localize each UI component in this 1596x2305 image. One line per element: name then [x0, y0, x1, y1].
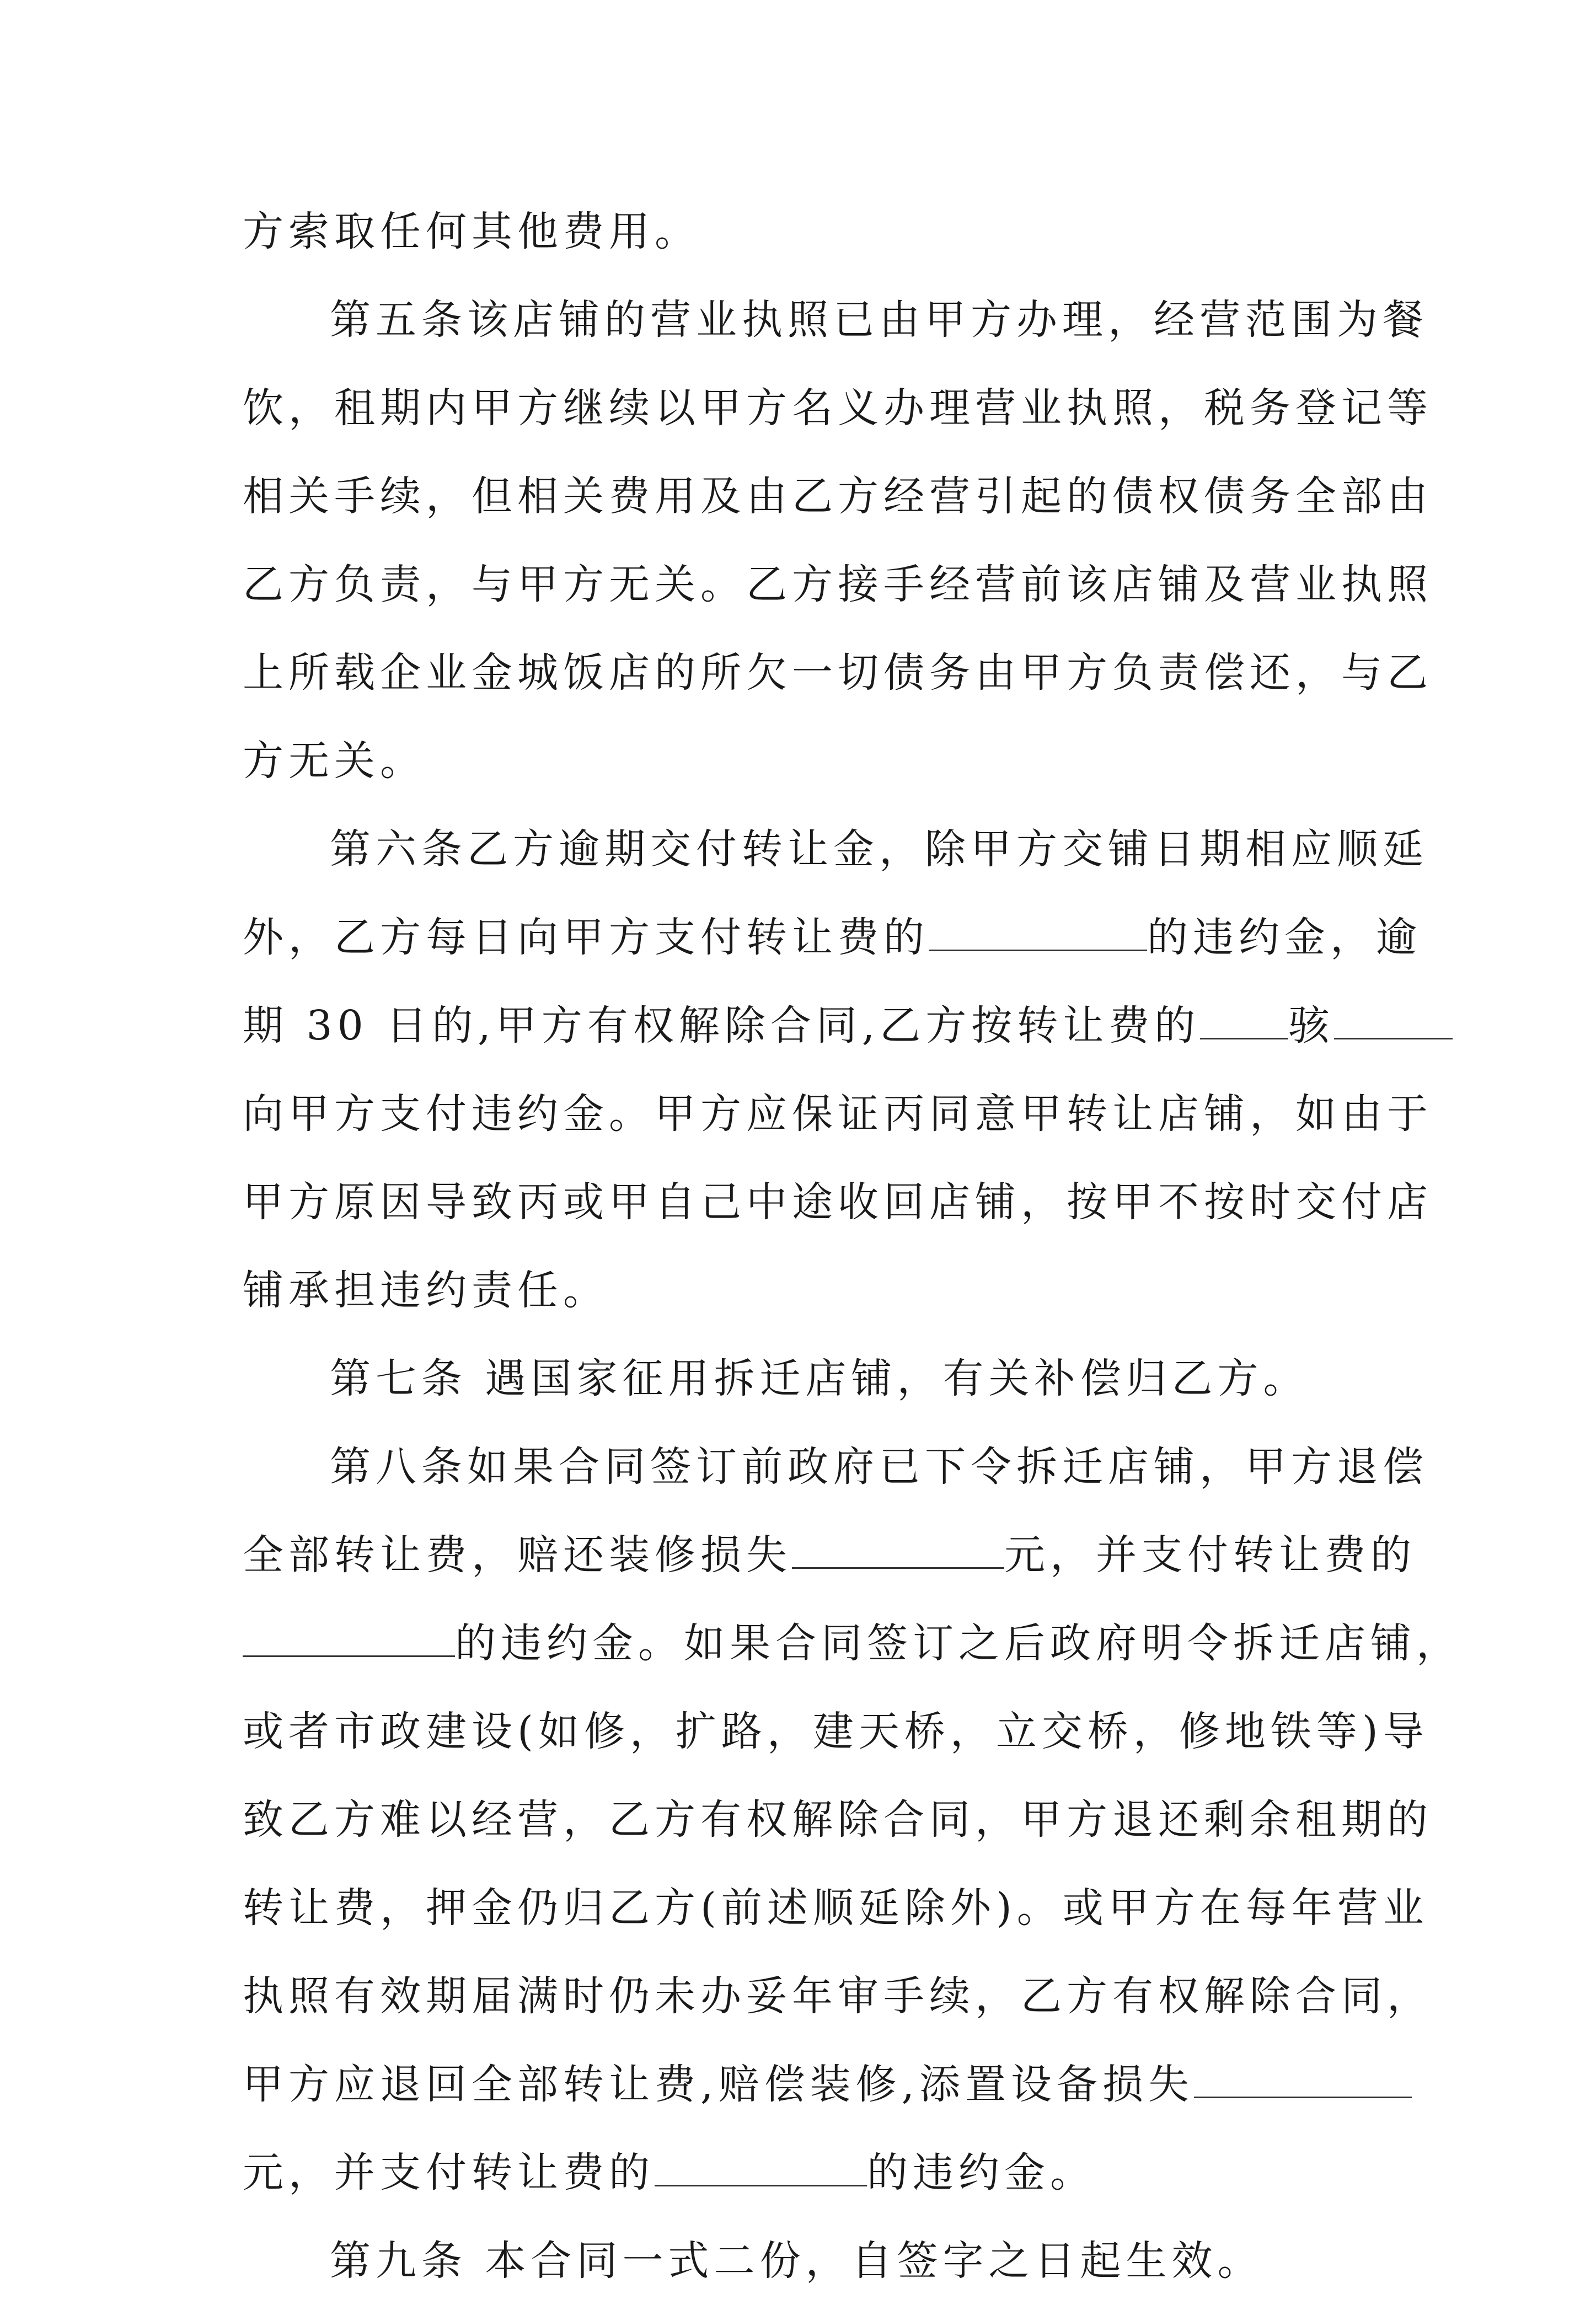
text-line: 甲方原因导致丙或甲自己中途收回店铺，按甲不按时交付店	[243, 1178, 1433, 1226]
text-line: 乙方负责，与甲方无关。乙方接手经营前该店铺及营业执照	[243, 561, 1433, 608]
text-line	[243, 982, 1362, 1070]
text-segment: 元，并支付转让费的	[243, 2149, 655, 2196]
text-line: 饮，租期内甲方继续以甲方名义办理营业执照，税务登记等	[243, 384, 1433, 432]
text-line: 方无关。	[243, 737, 426, 785]
clause-7-line: 第七条 遇国家征用拆迁店铺，有关补偿归乙方。	[330, 1355, 1309, 1402]
text-line	[243, 2040, 1362, 2129]
text-segment: 的违约金。	[867, 2149, 1096, 2196]
text-segment: 期 30 日的,甲方有权解除合同,乙方按转让费的	[243, 1002, 1201, 1049]
fill-blank	[929, 915, 1147, 951]
text-line: 转让费，押金仍归乙方(前述顺延除外)。或甲方在每年营业	[243, 1884, 1429, 1932]
fill-blank	[1194, 2062, 1412, 2098]
clause-6-line: 第六条乙方逾期交付转让金，除甲方交铺日期相应顺延	[330, 825, 1428, 873]
text-line: 向甲方支付违约金。甲方应保证丙同意甲转让店铺，如由于	[243, 1090, 1433, 1138]
fill-blank	[1334, 1004, 1453, 1039]
text-segment: 的违约金。如果合同签订之后政府明令拆迁店铺，	[455, 1620, 1462, 1667]
fill-blank	[655, 2151, 867, 2186]
contract-body	[243, 187, 1462, 2305]
clause-5-line: 第五条该店铺的营业执照已由甲方办理，经营范围为餐	[330, 296, 1428, 344]
text-segment: 甲方应退回全部转让费,赔偿装修,添置设备损失	[243, 2061, 1195, 2108]
text-segment: 外，乙方每日向甲方支付转让费的	[243, 914, 929, 961]
text-line: 铺承担违约责任。	[243, 1267, 609, 1314]
clause-8-line: 第八条如果合同签订前政府已下令拆迁店铺，甲方退偿	[330, 1443, 1428, 1491]
text-line: 上所载企业金城饭店的所欠一切债务由甲方负责偿还，与乙	[243, 649, 1433, 696]
text-segment: 的违约金，逾	[1147, 914, 1422, 961]
text-line: 执照有效期届满时仍未办妥年审手续，乙方有权解除合同，	[243, 1972, 1433, 2020]
fill-blank	[792, 1533, 1004, 1569]
text-segment: 全部转让费，赔还装修损失	[243, 1531, 792, 1579]
clause-9-line: 第九条 本合同一式二份，自签字之日起生效。	[330, 2237, 1263, 2285]
text-segment: 元，并支付转让费的	[1004, 1531, 1416, 1579]
text-line: 致乙方难以经营，乙方有权解除合同，甲方退还剩余租期的	[243, 1796, 1433, 1843]
text-line: 或者市政建设(如修，扩路，建天桥，立交桥，修地铁等)导	[243, 1708, 1429, 1755]
text-line: 方索取任何其他费用。	[243, 208, 700, 255]
text-line	[243, 2129, 1362, 2217]
fill-blank	[1200, 1004, 1288, 1039]
text-line	[243, 893, 1422, 982]
text-line	[243, 1511, 1416, 1599]
text-segment: 骇	[1288, 1002, 1335, 1049]
text-line: 相关手续，但相关费用及由乙方经营引起的债权债务全部由	[243, 473, 1433, 520]
fill-blank	[243, 1621, 455, 1657]
text-line	[243, 1599, 1462, 1687]
